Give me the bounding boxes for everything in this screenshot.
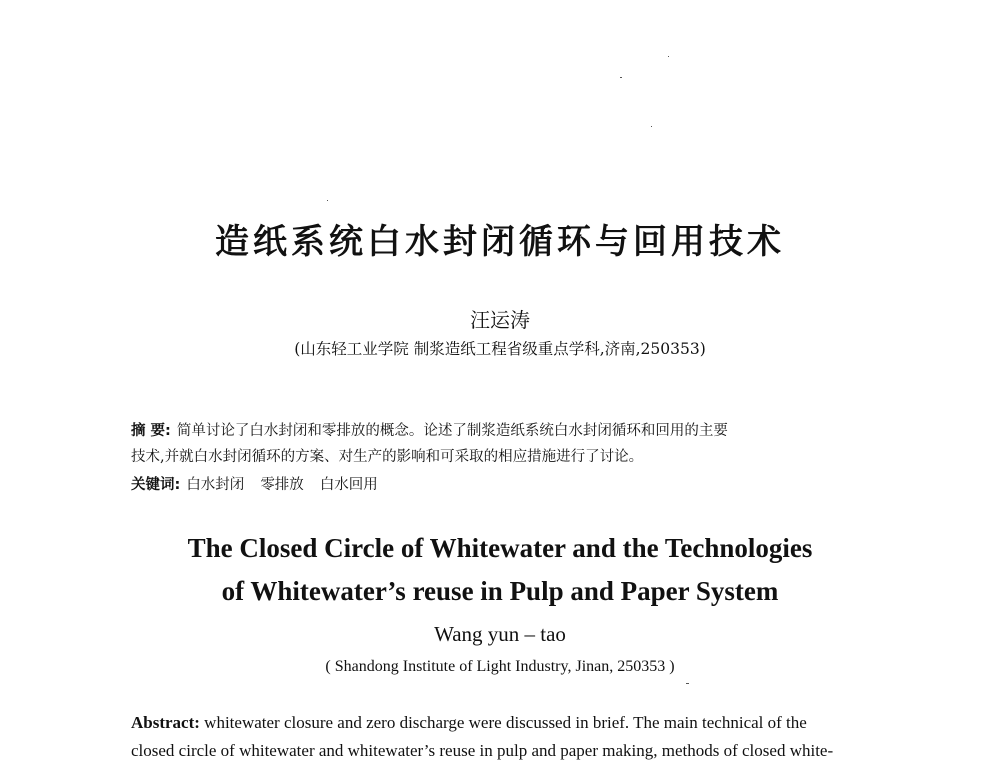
chinese-affiliation: (山东轻工业学院 制浆造纸工程省级重点学科,济南,250353) [294, 340, 706, 358]
chinese-author: 汪运涛 [470, 308, 530, 332]
scan-speck [620, 77, 622, 78]
scan-speck [686, 683, 689, 684]
chinese-abstract-line-1 [131, 418, 891, 444]
chinese-keywords [131, 472, 891, 498]
chinese-abstract-line-2: 技术,并就白水封闭循环的方案、对生产的影响和可采取的相应措施进行了讨论。 [131, 449, 644, 465]
english-abstract-line-2: closed circle of whitewater and whitewater’s reuse in pulp and paper making, methods of closed white- [131, 741, 834, 760]
scan-speck [651, 126, 652, 127]
english-abstract-line-1 [131, 709, 891, 737]
chinese-abstract-text-1: 简单讨论了白水封闭和零排放的概念。论述了制浆造纸系统白水封闭循环和回用的主要 [176, 423, 728, 439]
chinese-title: 造纸系统白水封闭循环与回用技术 [215, 222, 785, 262]
english-abstract-text-1: whitewater closure and zero discharge were discussed in brief. The main technical of the [204, 713, 807, 732]
scan-speck [327, 200, 328, 201]
chinese-keywords-label: 关键词: [131, 477, 181, 493]
scan-speck [668, 56, 669, 57]
keyword-item: 白水回用 [319, 477, 378, 493]
keyword-item: 白水封闭 [186, 477, 245, 493]
english-author: Wang yun – tao [434, 622, 566, 646]
english-affiliation: ( Shandong Institute of Light Industry, Jinan, 250353 ) [325, 658, 675, 675]
chinese-abstract-label: 摘 要: [131, 423, 171, 439]
keyword-item: 零排放 [260, 477, 304, 493]
english-abstract-label: Abstract: [131, 713, 200, 732]
english-title-line-1: The Closed Circle of Whitewater and the Technologies [187, 533, 813, 563]
english-title-line-2: of Whitewater’s reuse in Pulp and Paper System [221, 576, 779, 606]
